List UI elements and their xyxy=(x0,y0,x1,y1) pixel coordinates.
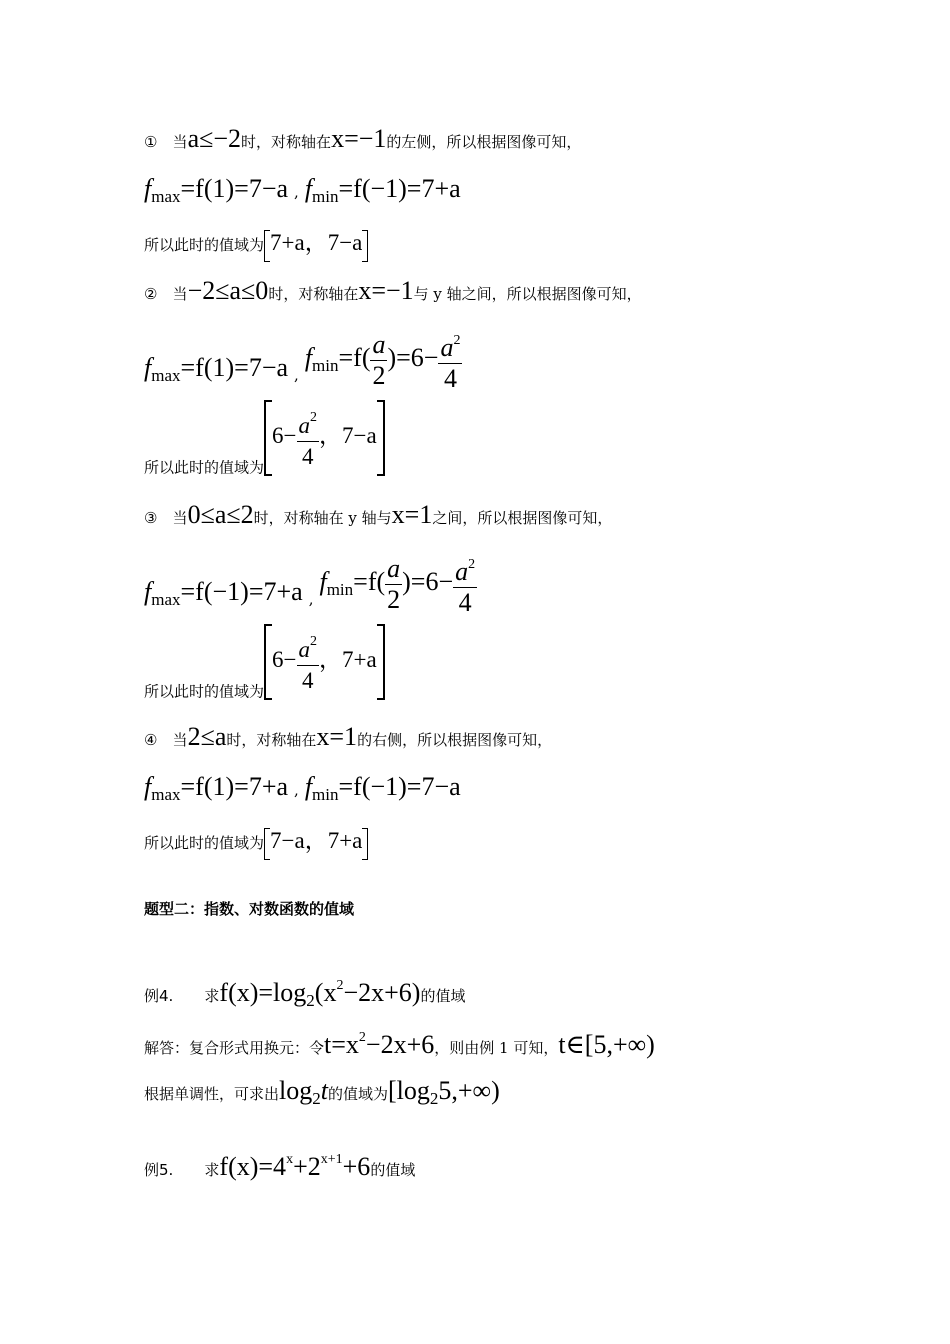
case2-number: ② xyxy=(144,285,158,303)
solution-line-1: 解答：复合形式用换元：令$t=x^2-2x+6$，则由例 1 可知，t∈[5,+∞) xyxy=(144,1030,655,1059)
case3-condition-line: ③ 当0≤a≤2时，对称轴在 y 轴与x=1之间，所以根据图像可知， xyxy=(144,500,613,529)
case3-axis: x=1 xyxy=(391,500,433,529)
case3-range: 所以此时的值域为6− $\frac{a^2}{4}$ ，7+a xyxy=(144,624,385,702)
case4-range-value: 7−a，7+a xyxy=(270,828,363,853)
case1-condition-line: ① 当a≤−2时，对称轴在x=−1的左侧，所以根据图像可知， xyxy=(144,124,582,153)
case2-axis: x=−1 xyxy=(358,276,414,305)
example-5-label: 例5. xyxy=(144,1161,174,1179)
example-4-expression: $f(x)=\log_2(x^2-2x+6)$ xyxy=(219,978,421,1010)
case1-number: ① xyxy=(144,133,158,151)
case4-number: ④ xyxy=(144,731,158,749)
example-4-label: 例4. xyxy=(144,987,174,1005)
case2-extrema: $f_{max}=f(1)=7-a$ $,f_{min}=f$( $\frac{a}{2}$ )=6− $\frac{a^2}{4}$ xyxy=(144,326,462,394)
case3-extrema: $f_{max}=f(-1)=7+a$ $,f_{min}=f$( $\frac{a}{2}$ )=6− $\frac{a^2}{4}$ xyxy=(144,550,477,618)
case4-range: 所以此时的值域为 7−a，7+a xyxy=(144,822,368,860)
case1-axis: x=−1 xyxy=(331,124,387,153)
case3-number: ③ xyxy=(144,509,158,527)
case2-range: 所以此时的值域为6− $\frac{a^2}{4}$ ，7−a xyxy=(144,400,385,478)
example-4: 例4. 求$f(x)=\log_2(x^2-2x+6)$的值域 xyxy=(144,978,466,1010)
case3-cond: 0≤a≤2 xyxy=(187,500,254,529)
example-5-expression: $f(x)=4^x+2^{x+1}+6$ xyxy=(219,1152,371,1181)
solution-line-2: 根据单调性，可求出$\log_2t$的值域为$[\log_25,+\infty)$ xyxy=(144,1076,500,1108)
case4-cond: 2≤a xyxy=(187,722,227,751)
case4-axis: x=1 xyxy=(316,722,358,751)
example-5: 例5. 求$f(x)=4^x+2^{x+1}+6$的值域 xyxy=(144,1152,416,1181)
case1-extrema: $f_{max}=f(1)=7-a$ , $f_{min}=f(-1)=7+a$ xyxy=(144,174,461,206)
case4-condition-line: ④ 当2≤a时，对称轴在x=1的右侧，所以根据图像可知， xyxy=(144,722,553,751)
case2-cond: −2≤a≤0 xyxy=(187,276,269,305)
case4-extrema: $f_{max}=f(1)=7+a$ , $f_{min}=f(-1)=7-a$ xyxy=(144,772,461,804)
result-range: $[\log_25,+\infty)$ xyxy=(388,1076,500,1108)
case1-range: 所以此时的值域为 7+a，7−a xyxy=(144,224,368,262)
case1-range-value: 7+a，7−a xyxy=(270,230,363,255)
section-heading: 题型二：指数、对数函数的值域 xyxy=(144,900,355,918)
t-interval: t∈[5,+∞) xyxy=(558,1030,655,1059)
case1-cond: a≤−2 xyxy=(187,124,242,153)
case2-condition-line: ② 当−2≤a≤0时，对称轴在x=−1与 y 轴之间，所以根据图像可知， xyxy=(144,276,642,305)
